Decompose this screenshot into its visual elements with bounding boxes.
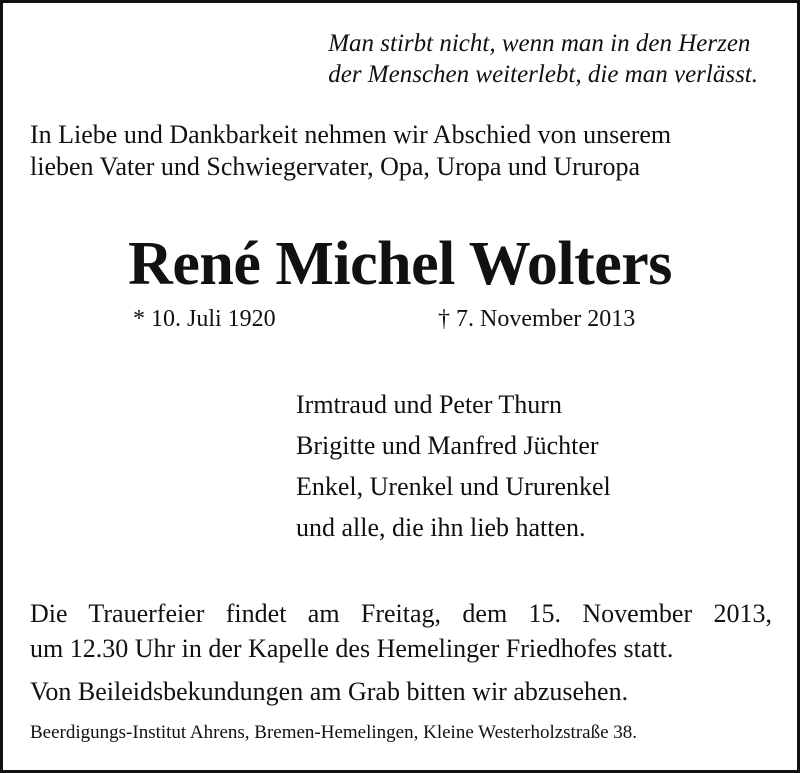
ceremony-line: Die Trauerfeier findet am Freitag, dem 15. November 2013, bbox=[30, 599, 772, 628]
ceremony-line: um 12.30 Uhr in der Kapelle des Hemelinger Friedhofes statt. bbox=[30, 634, 674, 663]
mourner-entry: Enkel, Urenkel und Ururenkel bbox=[296, 472, 611, 501]
birth-date: * 10. Juli 1920 bbox=[133, 306, 276, 332]
intro-text bbox=[30, 119, 671, 183]
death-date: † 7. November 2013 bbox=[438, 306, 636, 332]
motto-line: Man stirbt nicht, wenn man in den Herzen bbox=[328, 30, 751, 57]
deceased-name: René Michel Wolters bbox=[128, 230, 672, 298]
intro-line: lieben Vater und Schwiegervater, Opa, Uropa und Ururopa bbox=[30, 152, 640, 181]
motto-line: der Menschen weiterlebt, die man verlässt. bbox=[328, 61, 758, 88]
mourner-entry: Brigitte und Manfred Jüchter bbox=[296, 431, 599, 460]
mourners-list bbox=[296, 384, 611, 548]
condolence-note: Von Beileidsbekundungen am Grab bitten wir abzusehen. bbox=[30, 677, 629, 706]
undertaker-info: Beerdigungs-Institut Ahrens, Bremen-Hemelingen, Kleine Westerholzstraße 38. bbox=[30, 722, 638, 743]
mourner-entry: und alle, die ihn lieb hatten. bbox=[296, 513, 586, 542]
intro-line: In Liebe und Dankbarkeit nehmen wir Abschied von unserem bbox=[30, 120, 672, 149]
ceremony-info bbox=[30, 596, 772, 666]
mourner-entry: Irmtraud und Peter Thurn bbox=[296, 390, 562, 419]
motto-quote bbox=[328, 28, 758, 90]
